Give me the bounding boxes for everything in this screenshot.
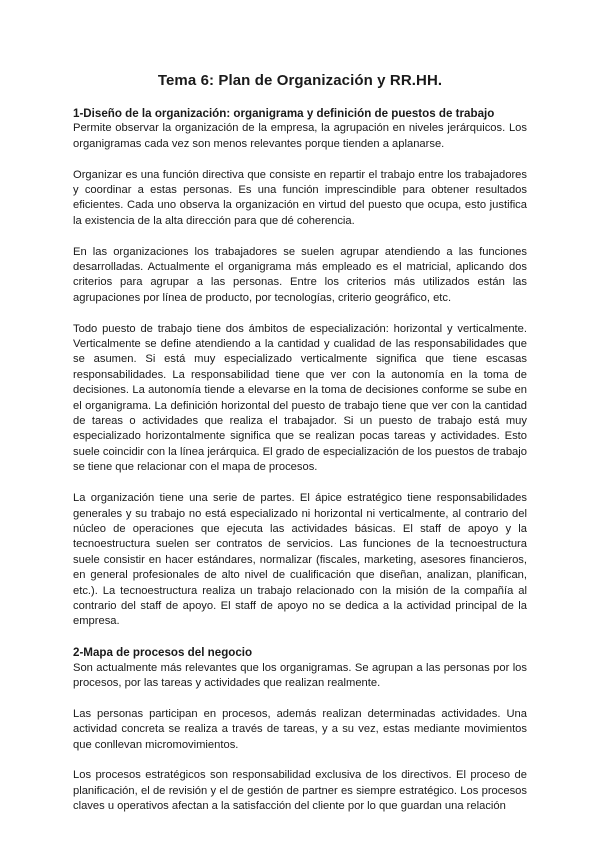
paragraph: Organizar es una función directiva que consiste en repartir el trabajo entre los trabajadores y coordinar a estas personas. Es una función imprescindible para obtener resultados eficientes. Cada uno observa la organización en virtud del puesto que ocupa, esto justifica la existencia de la alta dirección para que dé coherencia.	[73, 168, 527, 227]
paragraph: Las personas participan en procesos, además realizan determinadas actividades. Una actividad concreta se realiza a través de tareas, y a su vez, estas mediante movimientos que conllevan micromovimientos.	[73, 707, 527, 751]
page-title: Tema 6: Plan de Organización y RR.HH.	[157, 72, 443, 89]
paragraph: Todo puesto de trabajo tiene dos ámbitos de especialización: horizontal y verticalmente. Verticalmente se define atendiendo a la cantidad y cualidad de las responsabilidades que se asumen. Si está muy especializado verticalmente significa que tiene escasas responsabilidades. La responsabilidad tiene que ver con la autonomía en la toma de decisiones. La autonomía tiende a elevarse en la toma de decisiones conforme se sube en el organigrama. La definición horizontal del puesto de trabajo tiene que ver con la cantidad de tareas o actividades que realiza el trabajador. Si un puesto de trabajo está muy especializado horizontalmente significa que se realizan pocas tareas y actividades. Esto suele coincidir con la línea jerárquica. El grado de especialización de los puestos de trabajo se tiene que relacionar con el mapa de procesos.	[73, 322, 527, 474]
paragraph: Los procesos estratégicos son responsabilidad exclusiva de los directivos. El proceso de planificación, el de revisión y el de gestión de partner es siempre estratégico. Los procesos claves u operativos afectan a la satisfacción del cliente por lo que guardan una relación	[73, 769, 527, 813]
paragraph: En las organizaciones los trabajadores se suelen agrupar atendiendo a las funciones desarrolladas. Actualmente el organigrama más empleado es el matricial, aplicando dos criterios para agrupar a las personas. Entre los criterios más utilizados están las agrupaciones por línea de producto, por tecnologías, criterio geográfico, etc.	[73, 245, 527, 304]
paragraph: Permite observar la organización de la empresa, la agrupación en niveles jerárquicos. Los organigramas cada vez son menos relevantes porque tienden a aplanarse.	[73, 122, 527, 150]
section-2	[73, 645, 527, 814]
section-heading: 1-Diseño de la organización: organigrama y definición de puestos de trabajo	[73, 107, 495, 120]
paragraph: La organización tiene una serie de partes. El ápice estratégico tiene responsabilidades generales y su trabajo no está especializado ni horizontal ni verticalmente, al contrario del núcleo de operaciones que ejecuta las actividades básicas. El staff de apoyo y la tecnoestructura suelen ser contratos de servicios. Las funciones de la tecnoestructura suele consistir en hacer estándares, normalizar (fiscales, marketing, asesores financieros, en general profesionales de alto nivel de cualificación que diseñan, analizan, planifican, etc.). La tecnoestructura realiza un trabajo relacionado con la misión de la compañía al contrario del staff de apoyo. El staff de apoyo no se dedica a la actividad principal de la empresa.	[73, 492, 527, 628]
paragraph: Son actualmente más relevantes que los organigramas. Se agrupan a las personas por los procesos, por las tareas y actividades que realizan realmente.	[73, 661, 527, 689]
section-heading: 2-Mapa de procesos del negocio	[73, 646, 253, 660]
section-1	[73, 106, 527, 630]
